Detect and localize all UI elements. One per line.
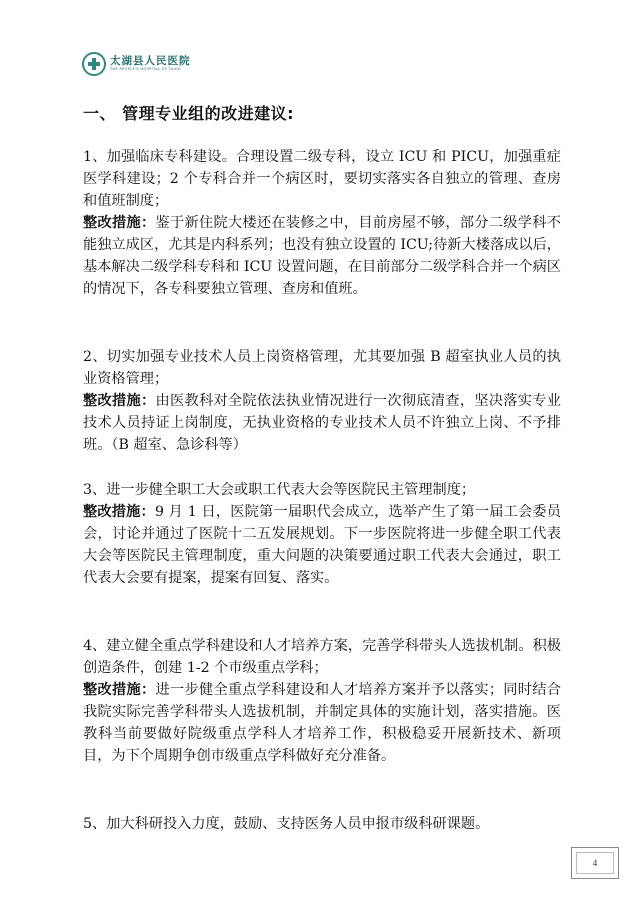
measures-label: 整改措施： [83, 682, 156, 698]
hospital-name: 太湖县人民医院 [110, 54, 191, 67]
recommendation-1 [83, 146, 561, 300]
issue-text: 4、建立健全重点学科建设和人才培养方案，完善学科带头人选拔机制。积极创造条件，创建 1-2 个市级重点学科； [83, 638, 561, 676]
issue-text: 3、进一步健全职工大会或职工代表大会等医院民主管理制度； [83, 482, 476, 498]
hospital-logo [82, 52, 191, 76]
issue-text: 1、加强临床专科建设。合理设置二级专科，设立 ICU 和 PICU，加强重症医学科建设；2 个专科合并一个病区时，要切实落实各自独立的管理、查房和值班制度； [83, 149, 561, 209]
page-number-box [571, 847, 619, 879]
measures-paragraph [83, 679, 561, 767]
measures-paragraph [83, 212, 561, 300]
recommendation-5 [83, 813, 561, 835]
measures-text: 由医教科对全院依法执业情况进行一次彻底清查，坚决落实专业技术人员持证上岗制度，无执业资格的专业技术人员不许独立上岗、不予排班。（B 超室、急诊科等） [83, 393, 561, 453]
page-number: 4 [576, 852, 614, 874]
recommendation-4 [83, 635, 561, 767]
measures-text: 9 月 1 日，医院第一届职代会成立，选举产生了第一届工会委员会，讨论并通过了医院十二五发展规划。下一步医院将进一步健全职工代表大会等医院民主管理制度，重大问题的决策要通过职工代表大会通过，职工代表大会要有提案，提案有回复、落实。 [83, 504, 561, 586]
hospital-emblem-icon [82, 52, 106, 76]
measures-text: 进一步健全重点学科建设和人才培养方案并予以落实；同时结合我院实际完善学科带头人选拔机制，并制定具体的实施计划，落实措施。医教科当前要做好院级重点学科人才培养工作，积极稳妥开展新技术、新项目，为下个周期争创市级重点学科做好充分准备。 [83, 682, 561, 764]
measures-label: 整改措施： [83, 215, 156, 231]
recommendation-3 [83, 479, 561, 589]
measures-paragraph [83, 501, 561, 589]
issue-text: 2、切实加强专业技术人员上岗资格管理，尤其要加强 B 超室执业人员的执业资格管理； [83, 349, 561, 387]
measures-label: 整改措施： [83, 393, 156, 409]
measures-text: 鉴于新住院大楼还在装修之中，目前房屋不够，部分二级学科不能独立成区，尤其是内科系列；也没有独立设置的 ICU;待新大楼落成以后，基本解决二级学科专科和 ICU 设置问题，在目前部分二级学科合并一个病区的情况下，各专科要独立管理、查房和值班。 [83, 215, 561, 297]
measures-label: 整改措施： [83, 504, 155, 520]
recommendation-2 [83, 346, 561, 456]
issue-text: 5、加大科研投入力度，鼓励、支持医务人员申报市级科研课题。 [83, 816, 490, 832]
section-heading: 一、 管理专业组的改进建议: [83, 104, 294, 123]
hospital-name-english: THE PEOPLE'S HOSPITAL OF TAIHU [110, 67, 181, 72]
measures-paragraph [83, 390, 561, 456]
